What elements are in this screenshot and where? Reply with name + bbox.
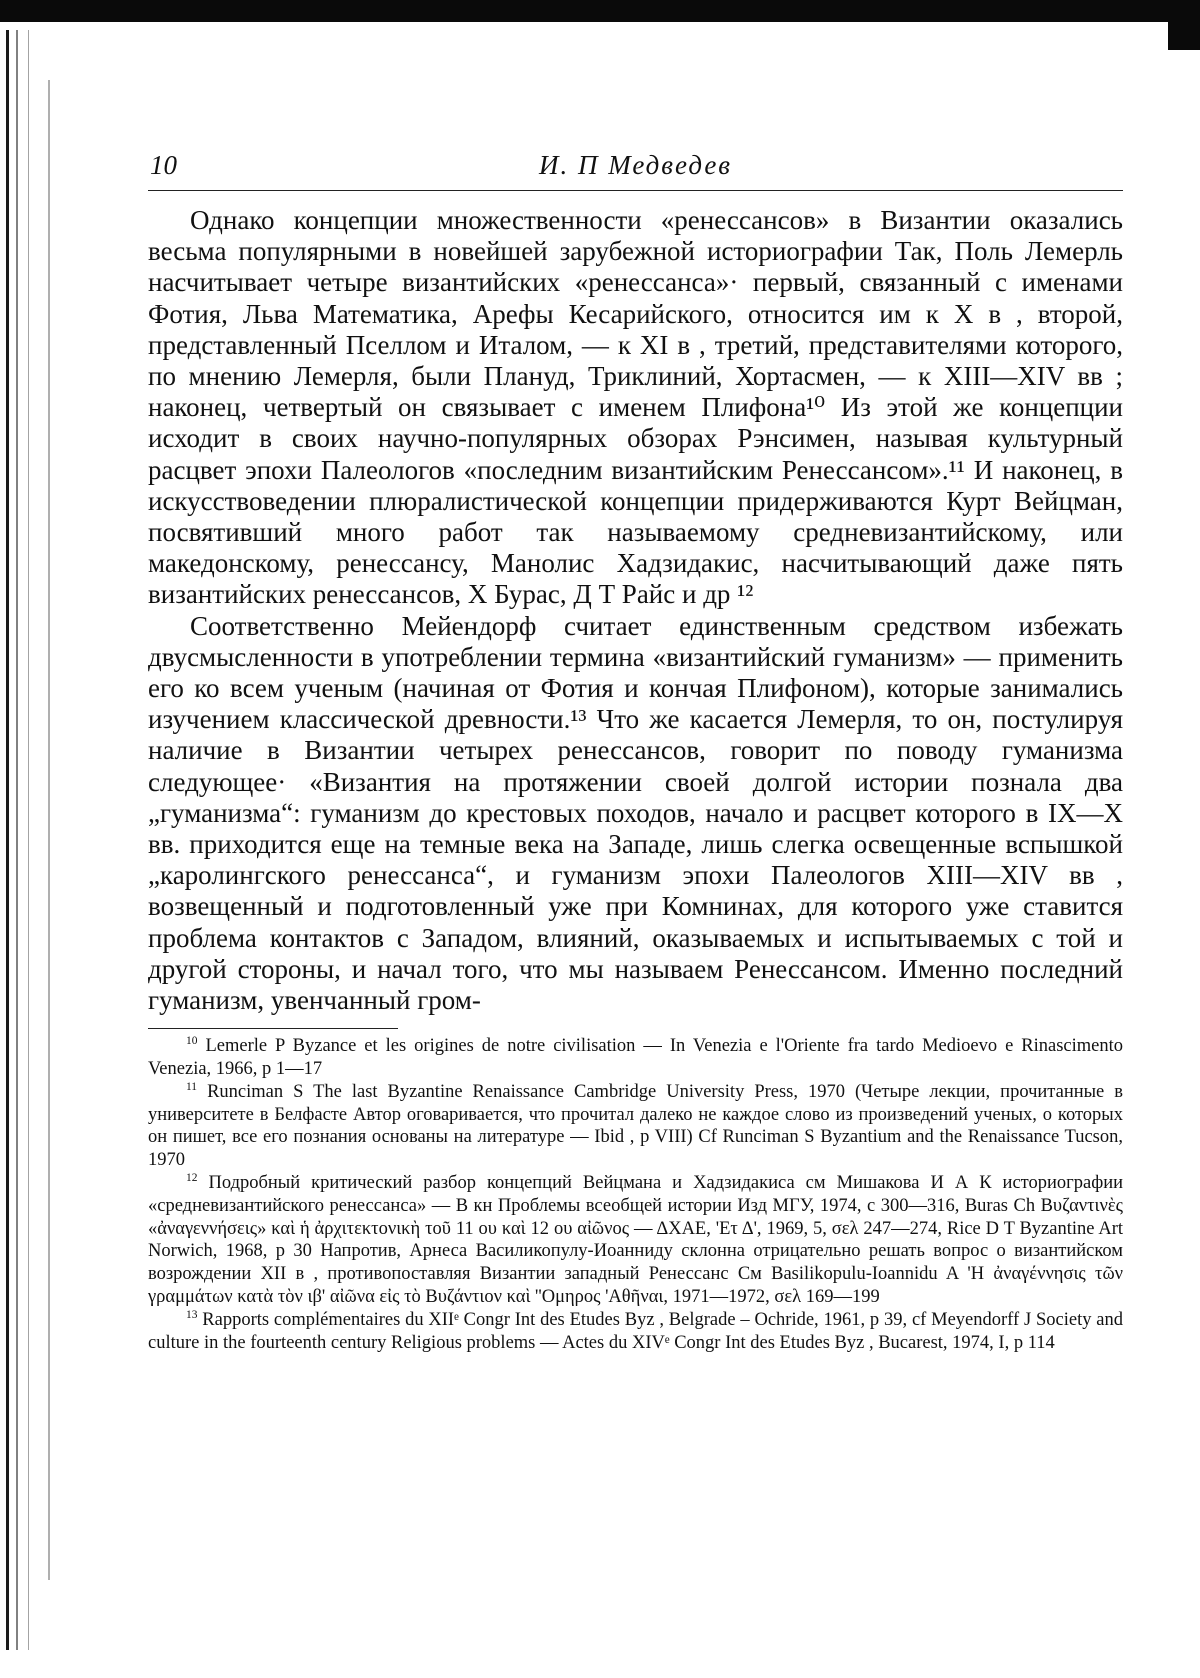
scan-edge-line — [16, 30, 18, 1650]
scan-edge-line — [28, 30, 29, 1650]
footnote-text: Runciman S The last Byzantine Renaissance Cambridge University Press, 1970 (Четыре лекции, прочитанные в университете в Белфасте Автор оговаривается, что прочитал далеко не каждое слово из произведений ученых, о которых он пишет, все его познания основаны на литературе — Ibid , p VIII) Cf Runciman S Byzantium and the Renaissance Tucson, 1970 — [148, 1081, 1124, 1171]
scan-corner-mark — [1168, 22, 1200, 50]
footnote-divider — [148, 1028, 398, 1029]
footnote — [148, 1035, 1123, 1081]
footnote-text: Подробный критический разбор концепций Вейцмана и Хадзидакиса см Мишакова И А К историографии «средневизантийского ренессанса» — В кн Проблемы всеобщей истории Изд МГУ, 1974, с 300—316, Buras Ch Βυζαντινὲς «ἀναγεννήσεις» καὶ ἡ ἀρχιτεκτονικὴ τοῦ 11 ου καὶ 12 ου αἰῶνος — ΔΧΑΕ, 'Ετ Δ', 1969, 5, σελ 247—274, Rice D T Byzantine Art Norwich, 1968, p 30 Напротив, Арнеса Василикопулу-Иоанниду склонна отрицательно решать вопрос о византийском возрождении XII в , противопоставляя Византии западный Ренессанс См Basilikopulu-Ioannidu A 'Η ἀναγέννησις τῶν γραμμάτων κατὰ τὸν ιβ' αἰῶνα εἰς τὸ Βυζάντιον καὶ ''Ομηρος 'Αθῆναι, 1971—1972, σελ 169—199 — [148, 1173, 1124, 1308]
running-header — [148, 150, 1123, 191]
footnote-text: Lemerle P Byzance et les origines de notre civilisation — In Venezia e l'Oriente fra tardo Medioevo e Rinascimento Venezia, 1966, p 1—17 — [148, 1036, 1124, 1080]
footnote — [148, 1309, 1123, 1355]
document-page — [148, 150, 1123, 1354]
paragraph: Соответственно Мейендорф считает единственным средством избежать двусмысленности в употреблении термина «византийский гуманизм» — применить его ко всем ученым (начиная от Фотия и кончая Плифоном), которые занимались изучением классической древности.¹³ Что же касается Лемерля, то он, постулируя наличие в Византии четырех ренессансов, говорит по поводу гуманизма следующее· «Византия на протяжении своей долгой истории познала два „гуманизма“: гуманизм до крестовых походов, начало и расцвет которого в IX—X вв. приходится еще на темные века на Западе, лишь слегка освещенные вспышкой „каролингского ренессанса“, и гуманизм эпохи Палеологов XIII—XIV вв , возвещенный и подготовленный уже при Комнинах, для которого уже ставится проблема контактов с Западом, влияний, оказываемых и испытываемых с той и другой стороны, и начал того, что мы называем Ренессансом. Именно последний гуманизм, увенчанный гром- — [148, 610, 1123, 1016]
body-text — [148, 205, 1123, 1016]
scan-edge-line — [48, 80, 50, 1580]
page-number: 10 — [150, 150, 177, 180]
scan-edge-line — [6, 30, 9, 1650]
footnote-number: 10 — [186, 1035, 198, 1048]
footnotes — [148, 1035, 1123, 1354]
scan-top-band — [0, 0, 1200, 22]
footnote — [148, 1172, 1123, 1309]
running-title: И. П Медведев — [538, 150, 733, 180]
footnote-text: Rapports complémentaires du XIIᵉ Congr Int des Etudes Byz , Belgrade – Ochride, 1961, p 39, cf Meyendorff J Society and culture in the fourteenth century Religious problems — Actes du XIVᵉ Congr Int des Etudes Byz , Bucarest, 1974, I, p 114 — [148, 1309, 1124, 1353]
footnote-number: 11 — [186, 1080, 198, 1093]
footnote — [148, 1081, 1123, 1172]
footnote-number: 12 — [186, 1171, 198, 1184]
paragraph: Однако концепции множественности «ренессансов» в Византии оказались весьма популярными в новейшей зарубежной историографии Так, Поль Лемерль насчитывает четыре византийских «ренессанса»· первый, связанный с именами Фотия, Льва Математика, Арефы Кесарийского, относится им к X в , второй, представленный Пселлом и Италом, — к XI в , третий, представителями которого, по мнению Лемерля, были Плануд, Триклиний, Хортасмен, — к XIII—XIV вв ; наконец, четвертый он связывает с именем Плифона¹⁰ Из этой же концепции исходит в своих научно-популярных обзорах Рэнсимен, называя культурный расцвет эпохи Палеологов «последним византийским Ренессансом».¹¹ И наконец, в искусствоведении плюралистической концепции придерживаются Курт Вейцман, посвятивший много работ так называемому средневизантийскому, или македонскому, ренессансу, Манолис Хадзидакис, насчитывающий даже пять византийских ренессансов, Х Бурас, Д Т Райс и др ¹² — [148, 205, 1123, 610]
footnote-number: 13 — [186, 1308, 198, 1321]
